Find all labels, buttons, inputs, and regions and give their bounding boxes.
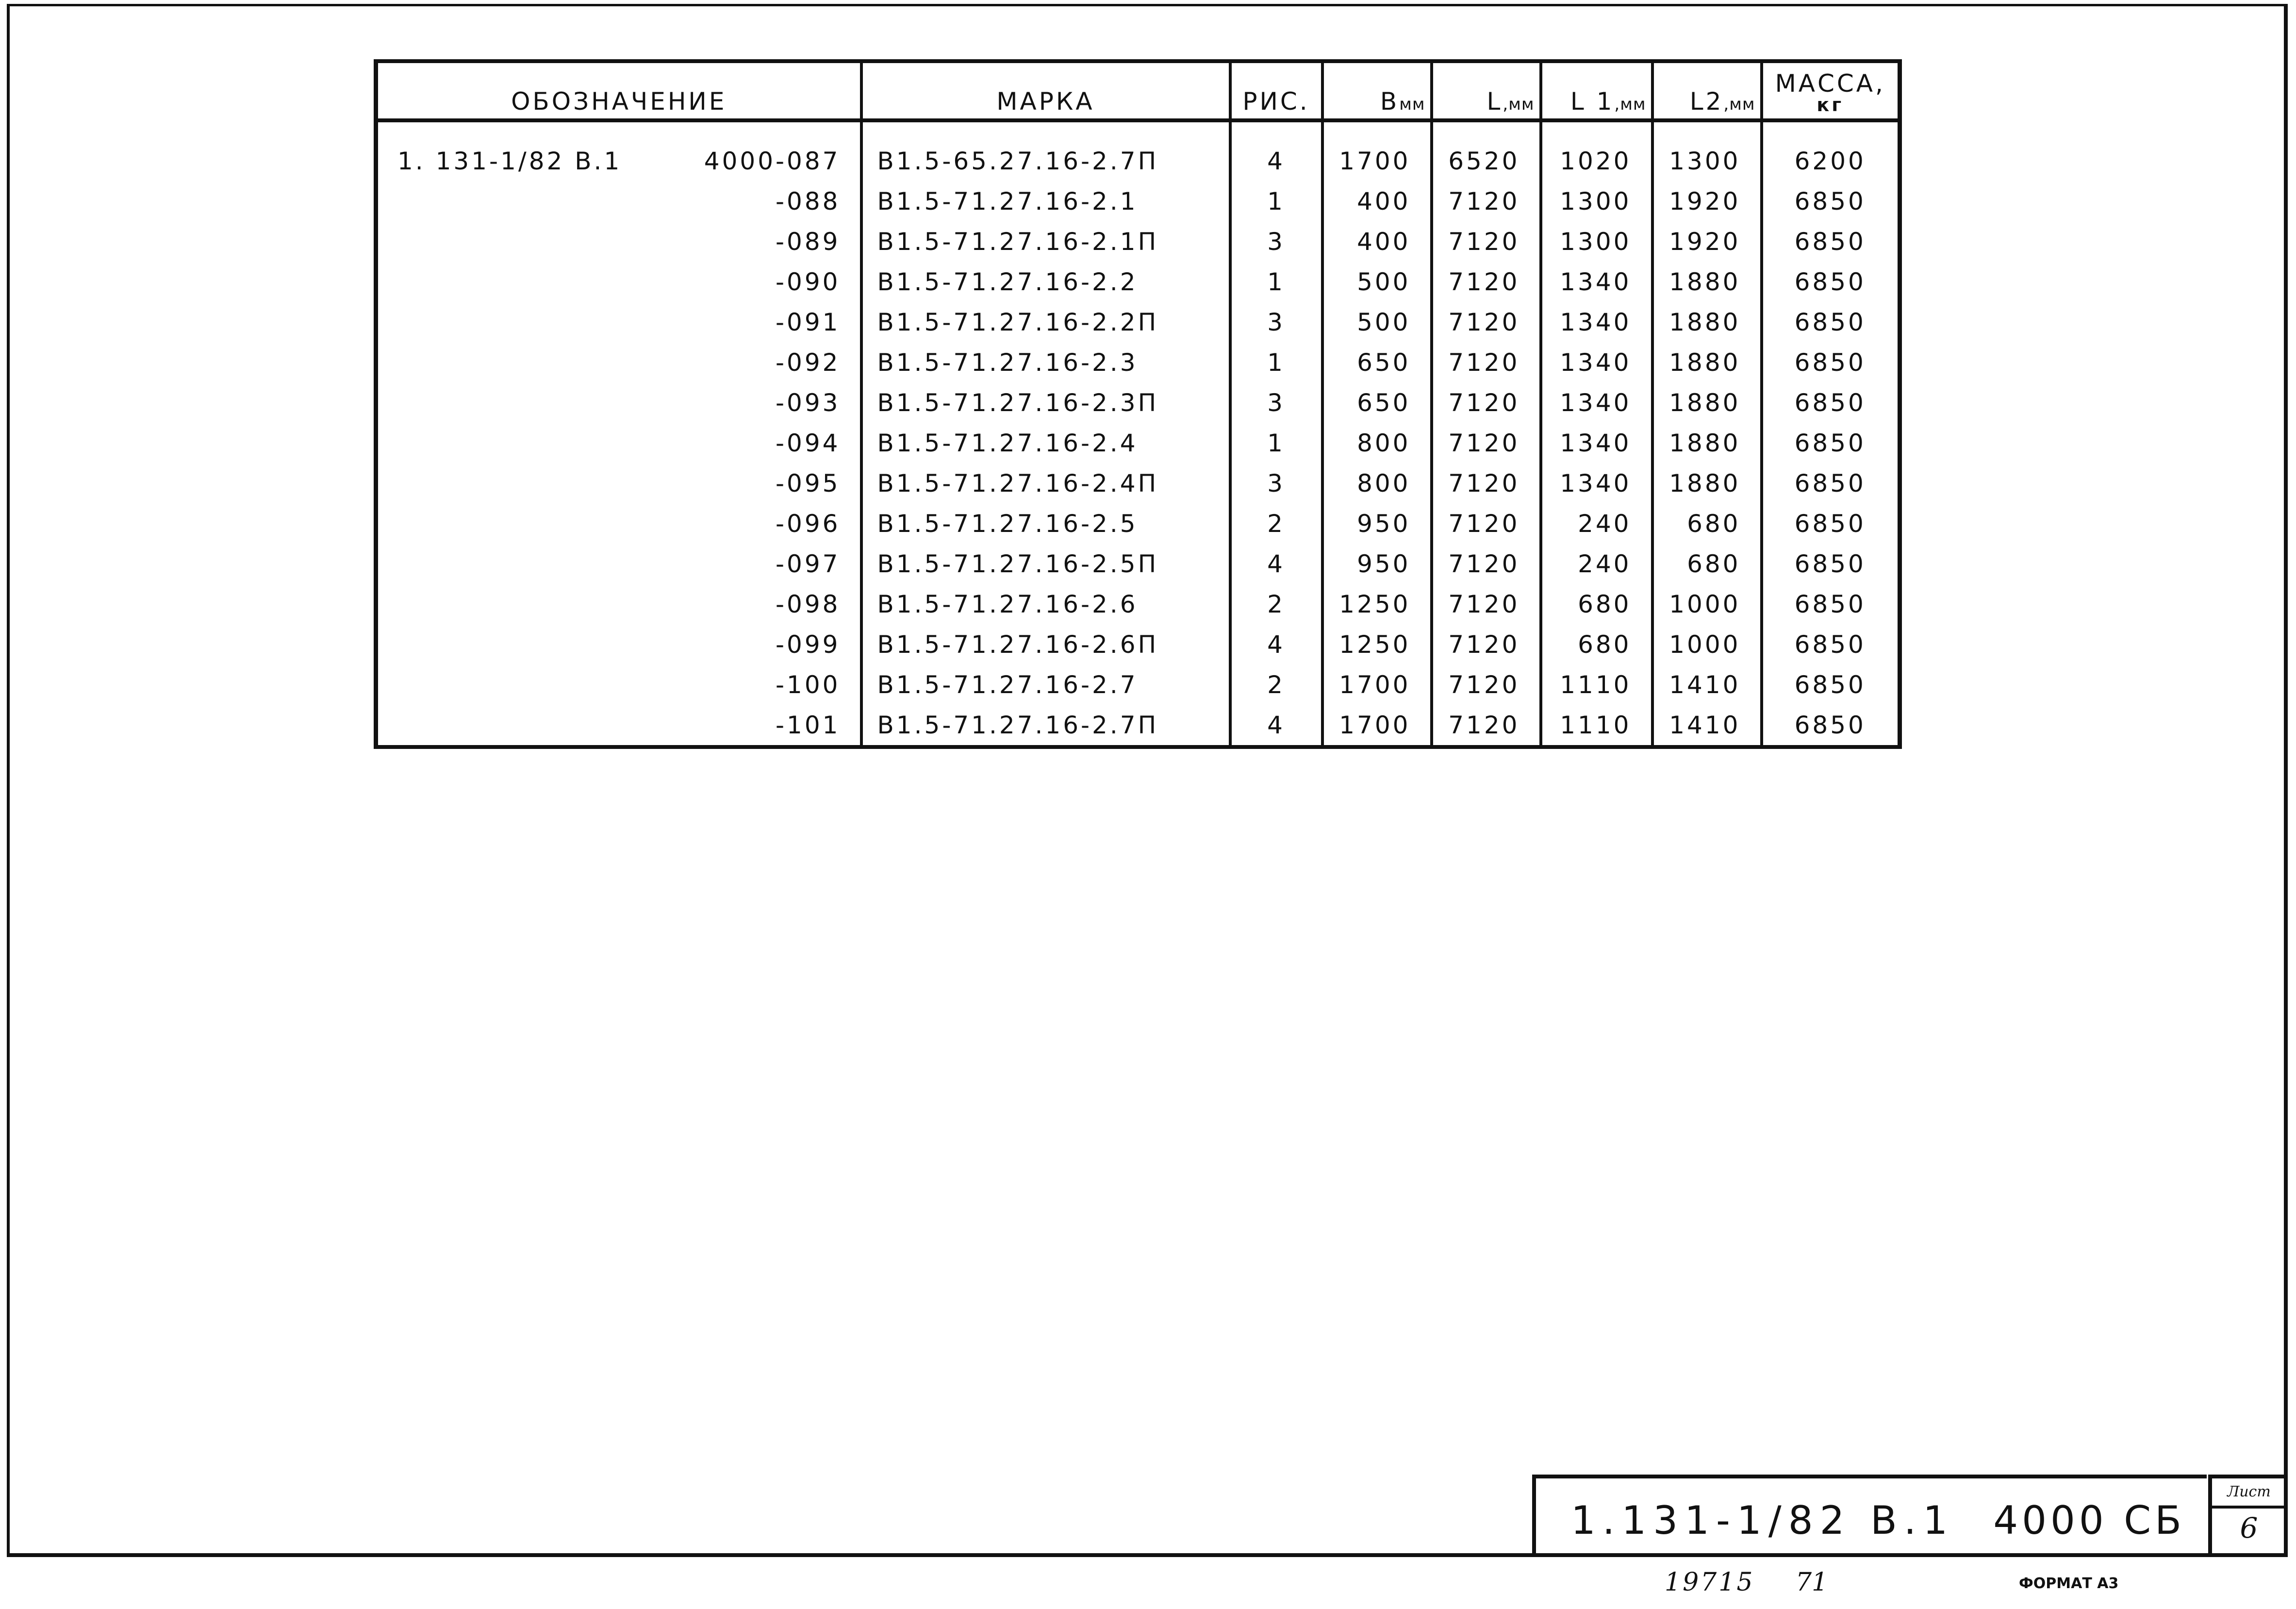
cell-figure: 1 [1230,423,1322,463]
cell-b: 950 [1322,503,1432,544]
cell-l1: 1340 [1541,463,1652,503]
cell-mark: В1.5-71.27.16-2.1 [861,181,1230,221]
format-label: ФОРМАТ А3 [2019,1575,2119,1592]
cell-mark: В1.5-71.27.16-2.3П [861,382,1230,423]
cell-mark: В1.5-71.27.16-2.7 [861,664,1230,705]
cell-l1: 1340 [1541,342,1652,382]
cell-designation [376,181,861,221]
table-row [376,624,1900,664]
table-row [376,423,1900,463]
designation-code: -099 [776,630,841,659]
cell-designation [376,705,861,747]
cell-figure: 2 [1230,664,1322,705]
cell-l: 7120 [1432,342,1541,382]
cell-b: 650 [1322,342,1432,382]
header-l2-unit: ,мм [1723,95,1755,114]
cell-mass: 6850 [1762,262,1900,302]
header-l-label: L [1487,87,1503,116]
cell-l1: 1300 [1541,221,1652,262]
header-mark: МАРКА [861,61,1230,120]
cell-mark: В1.5-65.27.16-2.7П [861,120,1230,181]
cell-designation [376,624,861,664]
header-l2-label: L2 [1689,87,1724,116]
cell-designation [376,221,861,262]
designation-code: -095 [776,469,841,498]
cell-designation [376,423,861,463]
cell-b: 1700 [1322,705,1432,747]
cell-l2: 1920 [1652,221,1762,262]
header-l-unit: ,мм [1503,95,1535,114]
cell-b: 400 [1322,221,1432,262]
cell-b: 1700 [1322,120,1432,181]
cell-l2: 1410 [1652,664,1762,705]
cell-mass: 6850 [1762,705,1900,747]
cell-mark: В1.5-71.27.16-2.6 [861,584,1230,624]
table-row [376,302,1900,342]
cell-figure: 2 [1230,584,1322,624]
table-row [376,705,1900,747]
cell-mark: В1.5-71.27.16-2.6П [861,624,1230,664]
cell-mark: В1.5-71.27.16-2.4 [861,423,1230,463]
cell-mass: 6850 [1762,544,1900,584]
cell-mass: 6850 [1762,664,1900,705]
cell-l2: 1920 [1652,181,1762,221]
cell-b: 400 [1322,181,1432,221]
cell-l: 7120 [1432,463,1541,503]
header-l1 [1541,61,1652,120]
cell-mark: В1.5-71.27.16-2.1П [861,221,1230,262]
header-l1-unit: ,мм [1614,95,1646,114]
table-row [376,342,1900,382]
cell-l1: 240 [1541,544,1652,584]
table-body [376,120,1900,747]
header-l2 [1652,61,1762,120]
table-row [376,120,1900,181]
cell-l2: 1000 [1652,624,1762,664]
designation-code: -089 [776,227,841,256]
cell-b: 650 [1322,382,1432,423]
cell-mass: 6850 [1762,423,1900,463]
cell-mass: 6850 [1762,221,1900,262]
sheet-number-box [2208,1475,2286,1556]
designation-code: -101 [776,711,841,739]
cell-l1: 1340 [1541,423,1652,463]
cell-mark: В1.5-71.27.16-2.2П [861,302,1230,342]
cell-mass: 6850 [1762,624,1900,664]
cell-l: 7120 [1432,584,1541,624]
title-block [1532,1475,2207,1556]
cell-figure: 4 [1230,120,1322,181]
specification-table [374,59,1902,749]
table-row [376,221,1900,262]
cell-designation [376,503,861,544]
table-row [376,664,1900,705]
cell-mass: 6850 [1762,181,1900,221]
cell-mark: В1.5-71.27.16-2.5 [861,503,1230,544]
cell-l2: 680 [1652,544,1762,584]
sheet-number: 6 [2240,1511,2258,1544]
cell-designation [376,342,861,382]
copy-number: 71 [1796,1568,1828,1597]
cell-figure: 3 [1230,463,1322,503]
cell-l: 7120 [1432,503,1541,544]
cell-l1: 1340 [1541,302,1652,342]
cell-l2: 1880 [1652,423,1762,463]
cell-l2: 1880 [1652,382,1762,423]
header-mass-unit: кг [1817,94,1844,116]
sheet-label: Лист [2212,1478,2286,1509]
cell-mark: В1.5-71.27.16-2.4П [861,463,1230,503]
designation-code: -098 [776,590,841,618]
cell-designation [376,382,861,423]
cell-designation [376,262,861,302]
cell-figure: 1 [1230,181,1322,221]
header-b [1322,61,1432,120]
cell-l1: 240 [1541,503,1652,544]
cell-l2: 1880 [1652,463,1762,503]
cell-mark: В1.5-71.27.16-2.7П [861,705,1230,747]
cell-figure: 3 [1230,382,1322,423]
cell-figure: 4 [1230,624,1322,664]
designation-code: -092 [776,348,841,377]
cell-mark: В1.5-71.27.16-2.5П [861,544,1230,584]
cell-mark: В1.5-71.27.16-2.3 [861,342,1230,382]
cell-l2: 1410 [1652,705,1762,747]
stamp-document-code: 4000 СБ [1993,1498,2185,1543]
cell-l1: 1020 [1541,120,1652,181]
cell-b: 800 [1322,423,1432,463]
cell-mass: 6850 [1762,382,1900,423]
table-row [376,382,1900,423]
cell-l2: 680 [1652,503,1762,544]
cell-l1: 1110 [1541,705,1652,747]
designation-code: -088 [776,187,841,216]
cell-l2: 1300 [1652,120,1762,181]
cell-mass: 6850 [1762,584,1900,624]
cell-figure: 3 [1230,302,1322,342]
cell-figure: 4 [1230,544,1322,584]
cell-l: 7120 [1432,262,1541,302]
cell-figure: 3 [1230,221,1322,262]
designation-code: -091 [776,308,841,336]
cell-b: 500 [1322,262,1432,302]
cell-b: 1250 [1322,624,1432,664]
cell-figure: 1 [1230,262,1322,302]
cell-l: 7120 [1432,624,1541,664]
cell-b: 800 [1322,463,1432,503]
cell-designation [376,544,861,584]
cell-mass: 6200 [1762,120,1900,181]
table-row [376,181,1900,221]
table-row [376,262,1900,302]
header-l1-label: L 1 [1570,87,1615,116]
cell-l: 7120 [1432,423,1541,463]
cell-designation [376,120,861,181]
table-header-row [376,61,1900,120]
cell-mass: 6850 [1762,342,1900,382]
cell-figure: 2 [1230,503,1322,544]
cell-designation [376,302,861,342]
designation-code: 4000-087 [704,147,841,175]
designation-code: -097 [776,549,841,578]
cell-l2: 1880 [1652,342,1762,382]
cell-l2: 1000 [1652,584,1762,624]
header-mass [1762,61,1900,120]
cell-l2: 1880 [1652,262,1762,302]
cell-l: 7120 [1432,302,1541,342]
cell-designation [376,584,861,624]
table-row [376,544,1900,584]
cell-l: 7120 [1432,705,1541,747]
cell-b: 1250 [1322,584,1432,624]
cell-mass: 6850 [1762,302,1900,342]
cell-designation [376,664,861,705]
cell-mass: 6850 [1762,503,1900,544]
designation-code: -094 [776,429,841,457]
cell-mass: 6850 [1762,463,1900,503]
cell-b: 1700 [1322,664,1432,705]
cell-l2: 1880 [1652,302,1762,342]
designation-code: -100 [776,670,841,699]
table-row [376,463,1900,503]
cell-l: 7120 [1432,544,1541,584]
cell-b: 950 [1322,544,1432,584]
designation-code: -090 [776,267,841,296]
cell-l1: 680 [1541,624,1652,664]
table-row [376,503,1900,544]
cell-b: 500 [1322,302,1432,342]
header-mass-label: МАССА, [1775,69,1885,98]
header-b-label: В [1380,87,1400,116]
cell-l1: 1340 [1541,262,1652,302]
cell-figure: 1 [1230,342,1322,382]
designation-code: -096 [776,509,841,538]
designation-prefix: 1. 131-1/82 В.1 [397,147,622,175]
cell-l1: 1300 [1541,181,1652,221]
cell-l1: 680 [1541,584,1652,624]
cell-mark: В1.5-71.27.16-2.2 [861,262,1230,302]
cell-l: 7120 [1432,221,1541,262]
inventory-number: 19715 [1665,1568,1755,1597]
cell-l1: 1110 [1541,664,1652,705]
cell-l: 7120 [1432,664,1541,705]
header-figure: РИС. [1230,61,1322,120]
cell-designation [376,463,861,503]
cell-l1: 1340 [1541,382,1652,423]
cell-l: 7120 [1432,382,1541,423]
header-l [1432,61,1541,120]
cell-l: 6520 [1432,120,1541,181]
header-designation: ОБОЗНАЧЕНИЕ [376,61,861,120]
header-b-unit: мм [1399,95,1425,114]
cell-l: 7120 [1432,181,1541,221]
designation-code: -093 [776,388,841,417]
stamp-series-code: 1.131-1/82 В.1 [1571,1498,1955,1543]
cell-figure: 4 [1230,705,1322,747]
table-row [376,584,1900,624]
